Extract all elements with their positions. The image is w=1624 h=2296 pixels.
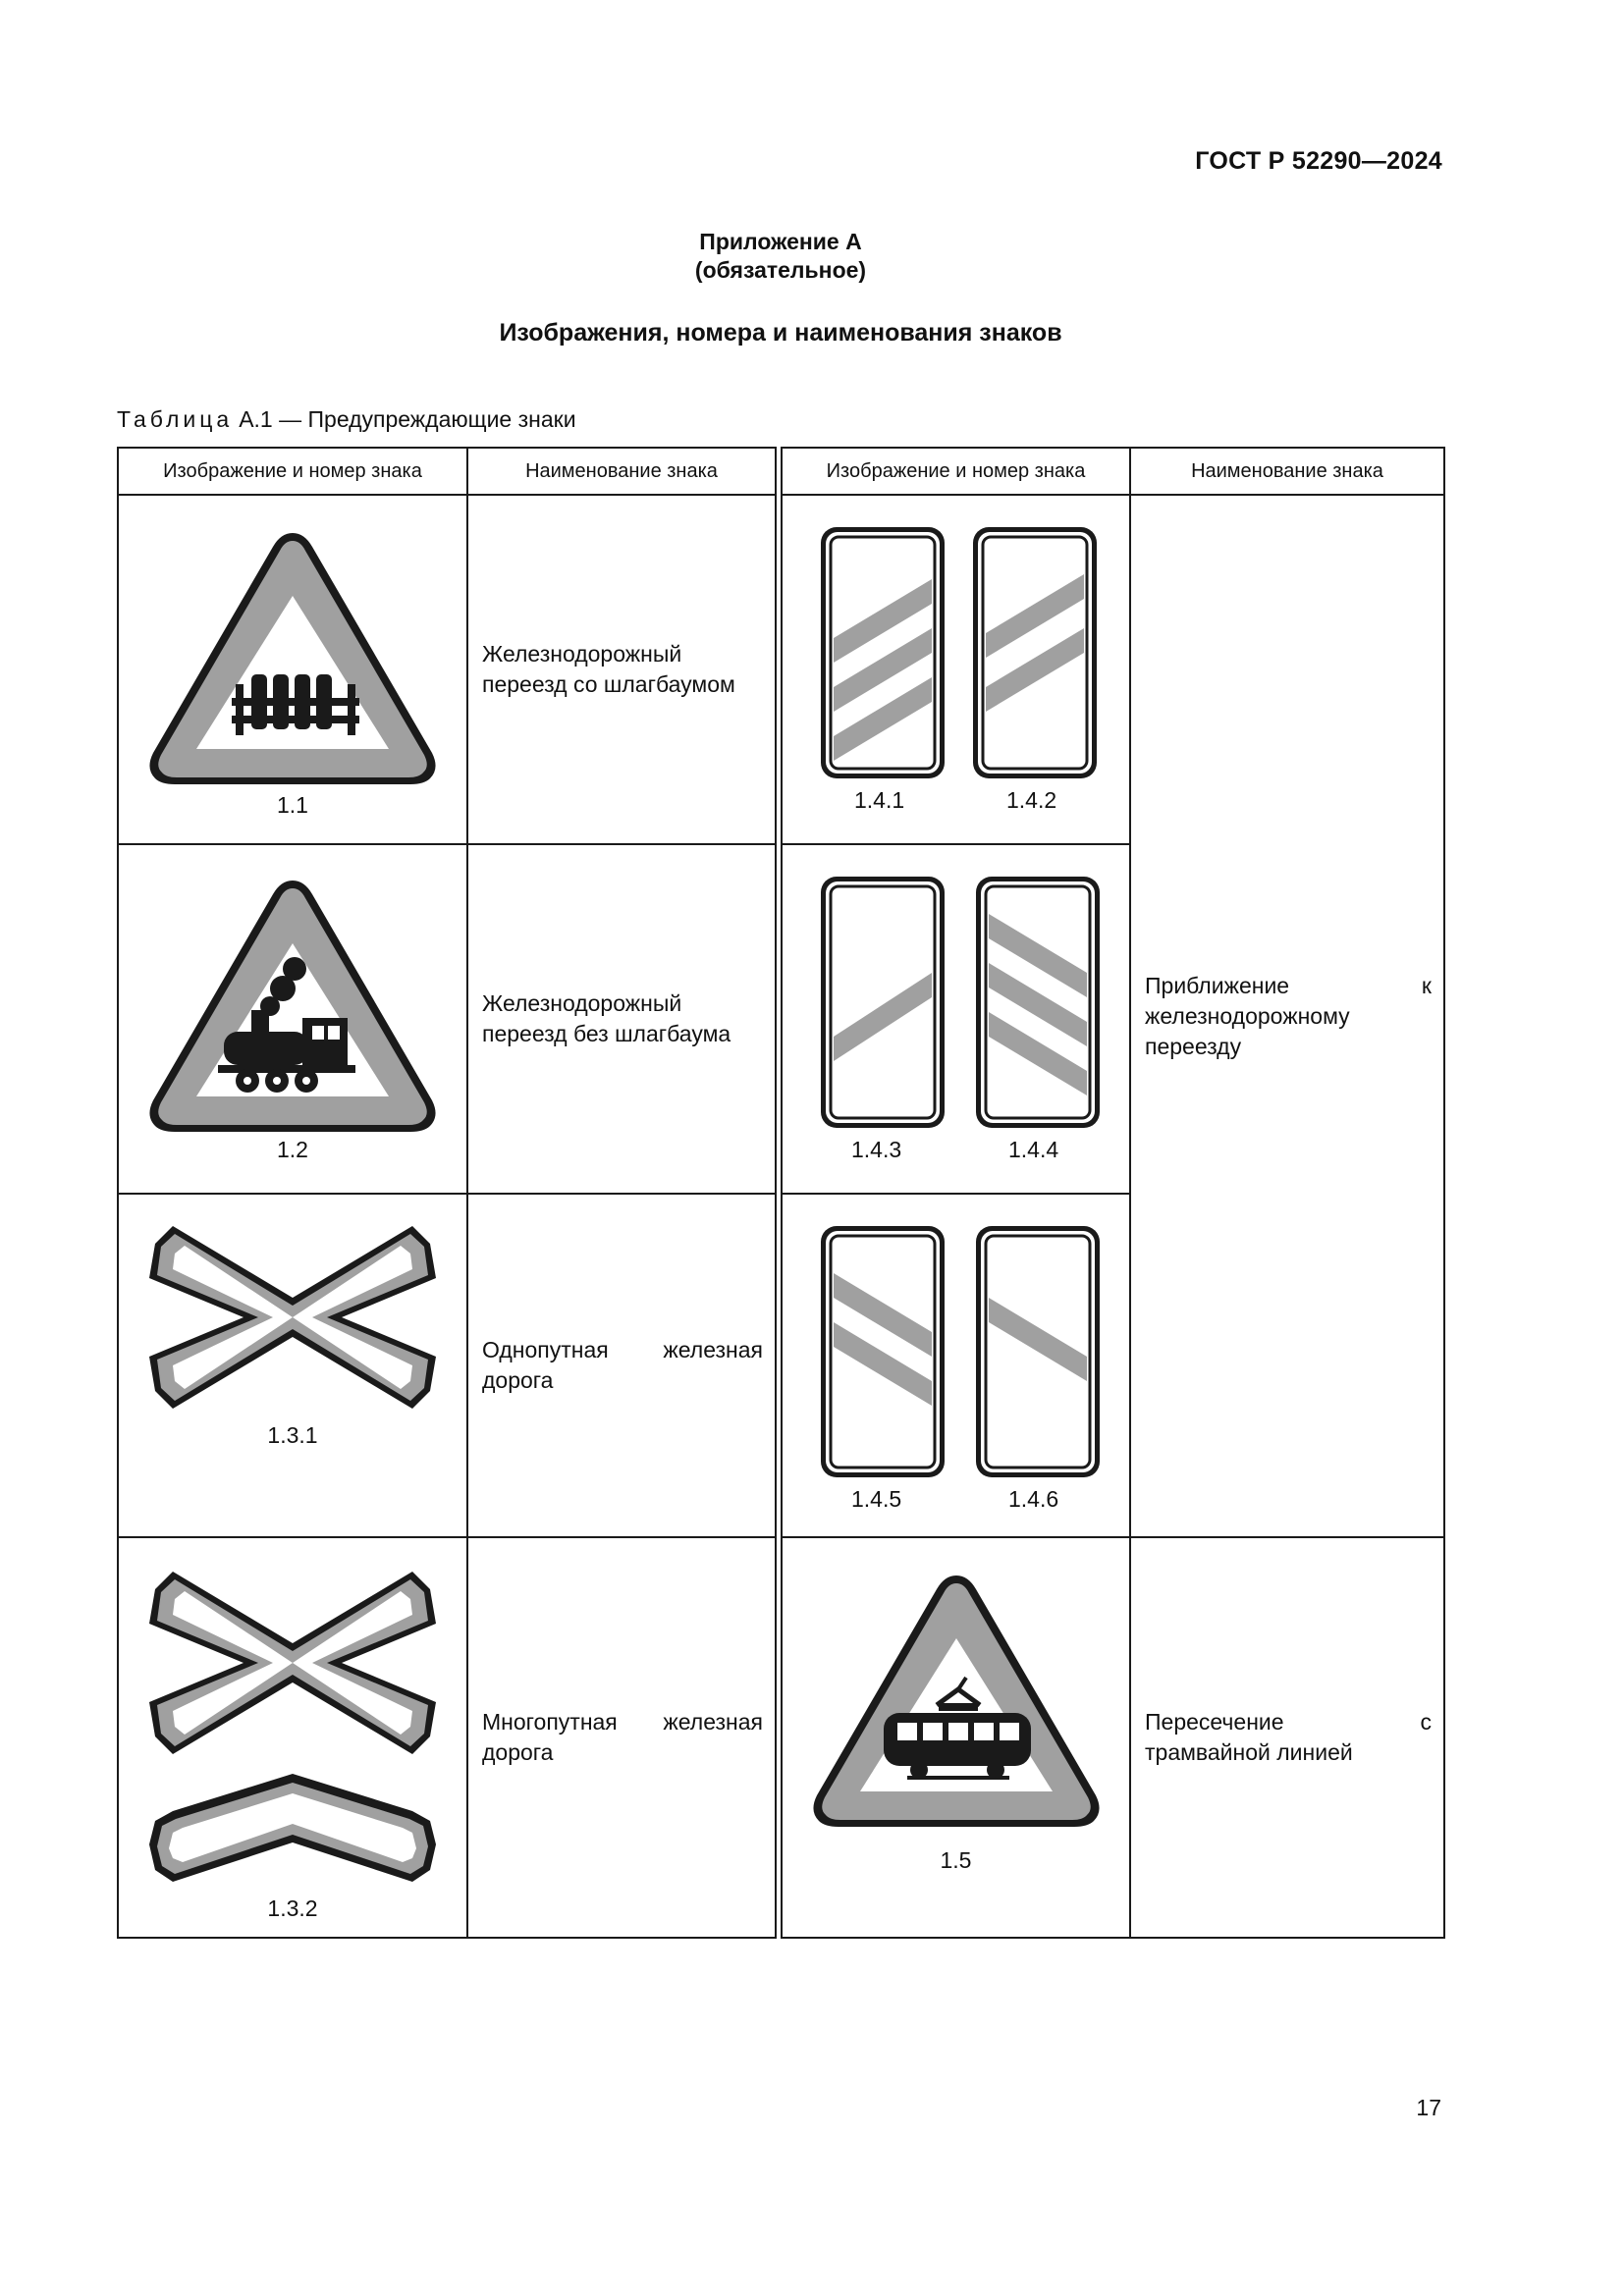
document-title: Изображения, номера и наименования знаков <box>499 319 1062 347</box>
sign-number: 1.4.5 <box>851 1486 902 1512</box>
railway-crossing-with-barrier-sign-icon <box>145 525 440 790</box>
sign-name: Железнодорожный переезд без шлагбаума <box>467 844 776 1194</box>
sign-cell-1-2 <box>118 844 467 1194</box>
sign-number: 1.4.3 <box>851 1137 902 1162</box>
sign-name: Многопутная железная дорога <box>467 1537 776 1938</box>
signs-table <box>117 447 1445 1939</box>
sign-cell-1-3-2 <box>118 1537 467 1938</box>
tram-crossing-sign-icon <box>809 1568 1104 1833</box>
sign-cell-1-5 <box>782 1537 1130 1938</box>
table-row <box>118 495 1444 844</box>
sign-number: 1.3.2 <box>267 1896 318 1921</box>
table-row <box>118 1537 1444 1938</box>
sign-number: 1.3.1 <box>267 1422 318 1448</box>
table-caption-text: А.1 — Предупреждающие знаки <box>239 406 576 432</box>
sign-number: 1.4.2 <box>1006 787 1057 813</box>
multi-track-railway-sign-icon <box>145 1570 440 1756</box>
sign-number: 1.4.4 <box>1008 1137 1059 1162</box>
standard-number: ГОСТ Р 52290—2024 <box>1195 147 1442 175</box>
sign-number: 1.1 <box>277 792 308 818</box>
table-caption <box>117 406 576 433</box>
sign-number: 1.5 <box>940 1847 972 1873</box>
column-header-name: Наименование знака <box>1130 448 1444 495</box>
page-number: 17 <box>1416 2095 1441 2120</box>
column-header-image: Изображение и номер знака <box>782 448 1130 495</box>
annex-title: Приложение А <box>699 229 862 254</box>
sign-number: 1.4.1 <box>854 787 905 813</box>
sign-cell-1-4-5 <box>782 1194 1130 1537</box>
railway-crossing-without-barrier-sign-icon <box>145 873 440 1138</box>
approach-railway-crossing-2-1-stripe-sign-icon <box>809 1224 1104 1479</box>
sign-name: Однопутная железная дорога <box>467 1194 776 1537</box>
annex-heading <box>0 228 1561 285</box>
sign-name: Пересечение с трамвайной линией <box>1130 1537 1444 1938</box>
column-header-name: Наименование знака <box>467 448 776 495</box>
approach-railway-crossing-3-stripe-sign-icon <box>809 525 1104 780</box>
sign-number: 1.2 <box>277 1137 308 1162</box>
approach-railway-crossing-1-2-stripe-sign-icon <box>809 875 1104 1130</box>
multi-track-railway-chevron-icon <box>145 1772 440 1890</box>
sign-cell-1-4-3 <box>782 844 1130 1194</box>
annex-status: (обязательное) <box>694 257 867 283</box>
table-caption-prefix: Таблица <box>117 406 234 432</box>
sign-cell-1-3-1 <box>118 1194 467 1537</box>
sign-number: 1.4.6 <box>1008 1486 1059 1512</box>
sign-cell-1-1 <box>118 495 467 844</box>
sign-name: Железнодорожный переезд со шлагбаумом <box>467 495 776 844</box>
sign-cell-1-4-1 <box>782 495 1130 844</box>
table-header-row <box>118 448 1444 495</box>
column-header-image: Изображение и номер знака <box>118 448 467 495</box>
sign-name: Приближение к железнодорожному переезду <box>1130 495 1444 1537</box>
single-track-railway-sign-icon <box>145 1224 440 1411</box>
